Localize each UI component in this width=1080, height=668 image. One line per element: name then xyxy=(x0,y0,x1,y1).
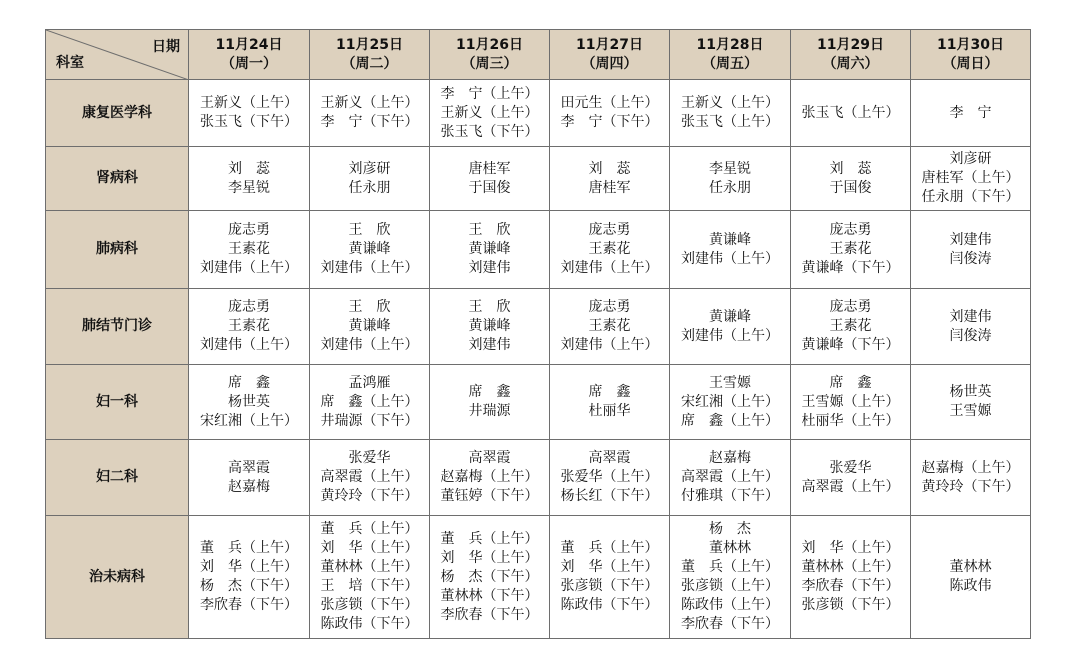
dept-name-cell: 肺病科 xyxy=(46,211,189,289)
day-weekday: （周三） xyxy=(461,55,518,72)
doctor-entry: 刘 蕊 xyxy=(829,160,872,177)
schedule-cell xyxy=(550,365,670,440)
doctor-entry: 杨长红（下午） xyxy=(560,488,659,504)
day-header-7 xyxy=(911,30,1031,80)
doctor-entry: 田元生（上午） xyxy=(560,95,659,111)
doctor-entry: 赵嘉梅 xyxy=(228,478,270,495)
doctor-entry: 任永朋 xyxy=(348,179,391,196)
doctor-entry: 黄玲玲（下午） xyxy=(320,488,419,504)
doctor-entry: 刘 华（上午） xyxy=(320,540,419,556)
schedule-cell xyxy=(670,440,791,516)
schedule-cell xyxy=(189,365,310,440)
doctor-entry: 王 欣 xyxy=(348,299,391,315)
schedule-cell xyxy=(911,147,1031,211)
doctor-entry: 王新义（上午） xyxy=(681,95,779,111)
doctor-entry: 黄谦峰 xyxy=(709,308,751,325)
schedule-cell xyxy=(310,440,430,516)
schedule-cell xyxy=(430,211,550,289)
doctor-entry: 席 鑫 xyxy=(228,374,270,391)
schedule-cell xyxy=(911,80,1031,147)
doctor-entry: 杨 杰 xyxy=(709,521,751,537)
doctor-entry: 王新义（上午） xyxy=(200,95,298,111)
doctor-entry: 刘建伟（上午） xyxy=(681,327,779,344)
doctor-entry: 刘彦研 xyxy=(348,160,391,177)
schedule-cell xyxy=(310,147,430,211)
doctor-entry: 王素花 xyxy=(588,318,631,334)
doctor-entry: 张爱华 xyxy=(348,450,391,466)
corner-header-cell xyxy=(46,30,189,80)
doctor-entry: 陈政伟（下午） xyxy=(560,597,659,613)
doctor-entry: 黄谦峰 xyxy=(709,231,751,248)
schedule-cell xyxy=(670,365,791,440)
schedule-cell xyxy=(791,289,911,365)
doctor-entry: 席 鑫（上午） xyxy=(681,412,779,429)
corner-date-label: 日期 xyxy=(152,39,180,55)
doctor-entry: 唐桂军 xyxy=(468,160,511,177)
doctor-entry: 高翠霞（上午） xyxy=(320,469,419,485)
doctor-entry: 李欣春（下午） xyxy=(801,578,900,594)
doctor-entry: 高翠霞（上午） xyxy=(801,478,900,495)
dept-name-cell: 肾病科 xyxy=(46,147,189,211)
schedule-cell xyxy=(430,365,550,440)
schedule-cell xyxy=(670,211,791,289)
doctor-entry: 刘建伟（上午） xyxy=(200,260,298,276)
doctor-entry: 刘建伟（上午） xyxy=(320,260,419,276)
doctor-entry: 赵嘉梅 xyxy=(709,450,751,466)
doctor-entry: 刘建伟 xyxy=(468,260,511,276)
doctor-entry: 黄谦峰 xyxy=(348,318,391,334)
dept-name-cell: 妇二科 xyxy=(46,440,189,516)
doctor-entry: 庞志勇 xyxy=(588,299,631,315)
doctor-entry: 刘建伟（上午） xyxy=(200,337,298,353)
doctor-entry: 李欣春（下午） xyxy=(681,616,779,632)
doctor-entry: 王雪嫄 xyxy=(949,403,992,419)
doctor-entry: 王新义（上午） xyxy=(440,104,539,121)
doctor-entry: 李 宁 xyxy=(949,104,992,121)
schedule-cell xyxy=(430,80,550,147)
doctor-entry: 刘建伟（上午） xyxy=(681,250,779,267)
doctor-entry: 张爱华 xyxy=(829,459,872,476)
schedule-cell xyxy=(550,516,670,639)
doctor-entry: 赵嘉梅（上午） xyxy=(921,459,1020,476)
dept-row xyxy=(46,365,1031,440)
doctor-entry: 李 宁（上午） xyxy=(440,85,539,102)
dept-name-cell: 康复医学科 xyxy=(46,80,189,147)
schedule-cell xyxy=(189,147,310,211)
doctor-entry: 王 欣 xyxy=(468,222,511,238)
doctor-entry: 董 兵（上午） xyxy=(200,540,298,556)
doctor-entry: 付雅琪（下午） xyxy=(681,488,779,504)
doctor-entry: 席 鑫 xyxy=(468,384,511,400)
schedule-cell xyxy=(310,211,430,289)
doctor-entry: 董林林（下午） xyxy=(440,587,539,604)
schedule-cell xyxy=(430,440,550,516)
doctor-entry: 井瑞源 xyxy=(468,403,511,419)
doctor-entry: 董林林 xyxy=(949,559,992,575)
day-header-5 xyxy=(670,30,791,80)
doctor-entry: 杨世英 xyxy=(228,393,270,410)
doctor-entry: 张玉飞（上午） xyxy=(681,114,779,130)
doctor-entry: 张玉飞（上午） xyxy=(801,104,900,121)
doctor-entry: 张玉飞（下午） xyxy=(200,114,298,130)
doctor-entry: 杨世英 xyxy=(949,384,992,400)
doctor-entry: 董 兵（上午） xyxy=(440,530,539,547)
day-date: 11月27日 xyxy=(576,36,643,53)
dept-row xyxy=(46,516,1031,639)
day-header-6 xyxy=(791,30,911,80)
schedule-cell xyxy=(670,289,791,365)
corner-dept-label: 科室 xyxy=(56,55,84,71)
doctor-entry: 黄谦峰 xyxy=(348,241,391,257)
doctor-entry: 刘彦研 xyxy=(949,151,992,167)
doctor-entry: 井瑞源（下午） xyxy=(320,412,419,429)
doctor-entry: 任永朋（下午） xyxy=(921,189,1020,205)
doctor-entry: 于国俊 xyxy=(468,179,511,196)
doctor-entry: 宋红湘（上午） xyxy=(200,412,298,429)
doctor-entry: 张爱华（上午） xyxy=(560,469,659,485)
schedule-cell xyxy=(670,516,791,639)
doctor-entry: 董钰婷（下午） xyxy=(440,488,539,504)
schedule-cell xyxy=(310,80,430,147)
schedule-cell xyxy=(550,80,670,147)
doctor-entry: 张彦锁（上午） xyxy=(681,578,779,594)
doctor-entry: 高翠霞 xyxy=(228,459,270,476)
doctor-entry: 董林林（上午） xyxy=(801,559,900,575)
dept-row xyxy=(46,80,1031,147)
doctor-entry: 黄谦峰（下午） xyxy=(801,260,900,276)
doctor-entry: 王雪嫄 xyxy=(709,374,751,391)
dept-name-cell: 治未病科 xyxy=(46,516,189,639)
schedule-cell xyxy=(791,80,911,147)
schedule-cell xyxy=(430,516,550,639)
schedule-cell xyxy=(430,147,550,211)
doctor-entry: 董 兵（上午） xyxy=(320,521,419,537)
doctor-entry: 李欣春（下午） xyxy=(440,606,539,623)
doctor-entry: 刘 华（上午） xyxy=(560,559,659,575)
doctor-entry: 杜丽华（上午） xyxy=(801,412,900,429)
dept-row xyxy=(46,147,1031,211)
day-date: 11月24日 xyxy=(215,36,283,53)
schedule-cell xyxy=(550,289,670,365)
schedule-cell xyxy=(670,80,791,147)
doctor-entry: 于国俊 xyxy=(829,179,872,196)
doctor-entry: 杨 杰（下午） xyxy=(440,568,539,585)
doctor-entry: 张玉飞（下午） xyxy=(440,123,539,140)
doctor-entry: 刘建伟 xyxy=(468,337,511,353)
day-date: 11月30日 xyxy=(937,36,1004,53)
day-date: 11月29日 xyxy=(817,36,884,53)
doctor-entry: 刘 华（上午） xyxy=(440,549,539,566)
day-weekday: （周日） xyxy=(942,55,999,72)
doctor-entry: 王素花 xyxy=(829,318,872,334)
schedule-cell xyxy=(310,289,430,365)
doctor-entry: 席 鑫 xyxy=(829,374,872,391)
doctor-entry: 陈政伟（下午） xyxy=(320,616,419,632)
doctor-entry: 李 宁（下午） xyxy=(320,114,419,130)
dept-name-cell: 妇一科 xyxy=(46,365,189,440)
doctor-entry: 张彦锁（下午） xyxy=(801,597,900,613)
schedule-cell xyxy=(791,440,911,516)
doctor-entry: 宋红湘（上午） xyxy=(681,393,779,410)
doctor-entry: 刘 蕊 xyxy=(228,160,270,177)
doctor-entry: 陈政伟 xyxy=(949,578,992,594)
schedule-cell xyxy=(911,211,1031,289)
dept-name-cell: 肺结节门诊 xyxy=(46,289,189,365)
doctor-entry: 黄玲玲（下午） xyxy=(921,478,1020,495)
header-row xyxy=(46,30,1031,80)
doctor-entry: 王新义（上午） xyxy=(320,95,419,111)
doctor-entry: 唐桂军 xyxy=(588,179,631,196)
day-weekday: （周五） xyxy=(702,55,758,72)
dept-row xyxy=(46,440,1031,516)
doctor-entry: 高翠霞 xyxy=(588,450,631,466)
schedule-cell xyxy=(791,516,911,639)
doctor-entry: 席 鑫 xyxy=(588,384,631,400)
doctor-entry: 王 欣 xyxy=(348,222,391,238)
doctor-entry: 王素花 xyxy=(228,318,270,334)
day-header-4 xyxy=(550,30,670,80)
doctor-entry: 庞志勇 xyxy=(228,299,270,315)
schedule-cell xyxy=(911,516,1031,639)
doctor-entry: 杜丽华 xyxy=(588,403,631,419)
doctor-entry: 董 兵（上午） xyxy=(560,540,659,556)
doctor-entry: 董林林 xyxy=(709,540,751,556)
duty-schedule-table xyxy=(45,29,1031,639)
doctor-entry: 陈政伟（上午） xyxy=(681,597,779,613)
doctor-entry: 庞志勇 xyxy=(228,222,270,238)
day-weekday: （周一） xyxy=(221,55,277,72)
doctor-entry: 王素花 xyxy=(588,241,631,257)
dept-row xyxy=(46,289,1031,365)
schedule-cell xyxy=(430,289,550,365)
schedule-cell xyxy=(550,211,670,289)
schedule-cell xyxy=(189,516,310,639)
day-date: 11月28日 xyxy=(696,36,764,53)
schedule-cell xyxy=(791,147,911,211)
doctor-entry: 黄谦峰 xyxy=(468,318,511,334)
schedule-cell xyxy=(911,289,1031,365)
schedule-cell xyxy=(791,365,911,440)
doctor-entry: 庞志勇 xyxy=(829,299,872,315)
schedule-cell xyxy=(189,80,310,147)
day-date: 11月25日 xyxy=(336,36,403,53)
doctor-entry: 高翠霞（上午） xyxy=(681,469,779,485)
schedule-cell xyxy=(911,365,1031,440)
day-weekday: （周四） xyxy=(581,55,638,72)
doctor-entry: 杨 杰（下午） xyxy=(200,578,298,594)
schedule-body xyxy=(46,80,1031,639)
doctor-entry: 王雪嫄（上午） xyxy=(801,393,900,410)
schedule-cell xyxy=(189,211,310,289)
day-weekday: （周二） xyxy=(341,55,398,72)
doctor-entry: 董 兵（上午） xyxy=(681,559,779,575)
day-header-2 xyxy=(310,30,430,80)
schedule-wrapper xyxy=(45,29,1031,639)
doctor-entry: 孟鸿雁 xyxy=(348,374,391,391)
doctor-entry: 黄谦峰（下午） xyxy=(801,337,900,353)
doctor-entry: 王 培（下午） xyxy=(320,578,419,594)
schedule-cell xyxy=(310,516,430,639)
dept-row xyxy=(46,211,1031,289)
schedule-cell xyxy=(189,440,310,516)
doctor-entry: 闫俊涛 xyxy=(949,250,992,267)
doctor-entry: 刘建伟 xyxy=(949,308,992,325)
doctor-entry: 张彦锁（下午） xyxy=(560,578,659,594)
schedule-cell xyxy=(911,440,1031,516)
day-header-1 xyxy=(189,30,310,80)
doctor-entry: 刘 华（上午） xyxy=(801,540,900,556)
doctor-entry: 庞志勇 xyxy=(829,222,872,238)
doctor-entry: 庞志勇 xyxy=(588,222,631,238)
schedule-cell xyxy=(310,365,430,440)
doctor-entry: 董林林（上午） xyxy=(320,559,419,575)
day-weekday: （周六） xyxy=(822,55,879,72)
doctor-entry: 刘建伟（上午） xyxy=(560,337,659,353)
doctor-entry: 刘 华（上午） xyxy=(200,559,298,575)
doctor-entry: 任永朋 xyxy=(709,179,751,196)
day-date: 11月26日 xyxy=(456,36,523,53)
doctor-entry: 李星锐 xyxy=(228,179,270,196)
doctor-entry: 高翠霞 xyxy=(468,450,511,466)
doctor-entry: 王素花 xyxy=(829,241,872,257)
doctor-entry: 李 宁（下午） xyxy=(560,114,659,130)
schedule-cell xyxy=(670,147,791,211)
doctor-entry: 张彦锁（下午） xyxy=(320,597,419,613)
doctor-entry: 刘建伟（上午） xyxy=(560,260,659,276)
doctor-entry: 刘 蕊 xyxy=(588,160,631,177)
doctor-entry: 刘建伟 xyxy=(949,231,992,248)
doctor-entry: 王素花 xyxy=(228,241,270,257)
doctor-entry: 李欣春（下午） xyxy=(200,597,298,613)
day-header-3 xyxy=(430,30,550,80)
doctor-entry: 唐桂军（上午） xyxy=(921,170,1020,186)
doctor-entry: 王 欣 xyxy=(468,299,511,315)
schedule-cell xyxy=(550,147,670,211)
schedule-cell xyxy=(550,440,670,516)
doctor-entry: 闫俊涛 xyxy=(949,327,992,344)
schedule-cell xyxy=(791,211,911,289)
doctor-entry: 刘建伟（上午） xyxy=(320,337,419,353)
schedule-cell xyxy=(189,289,310,365)
doctor-entry: 李星锐 xyxy=(709,160,751,177)
doctor-entry: 赵嘉梅（上午） xyxy=(440,469,539,485)
doctor-entry: 黄谦峰 xyxy=(468,241,511,257)
doctor-entry: 席 鑫（上午） xyxy=(320,393,419,410)
